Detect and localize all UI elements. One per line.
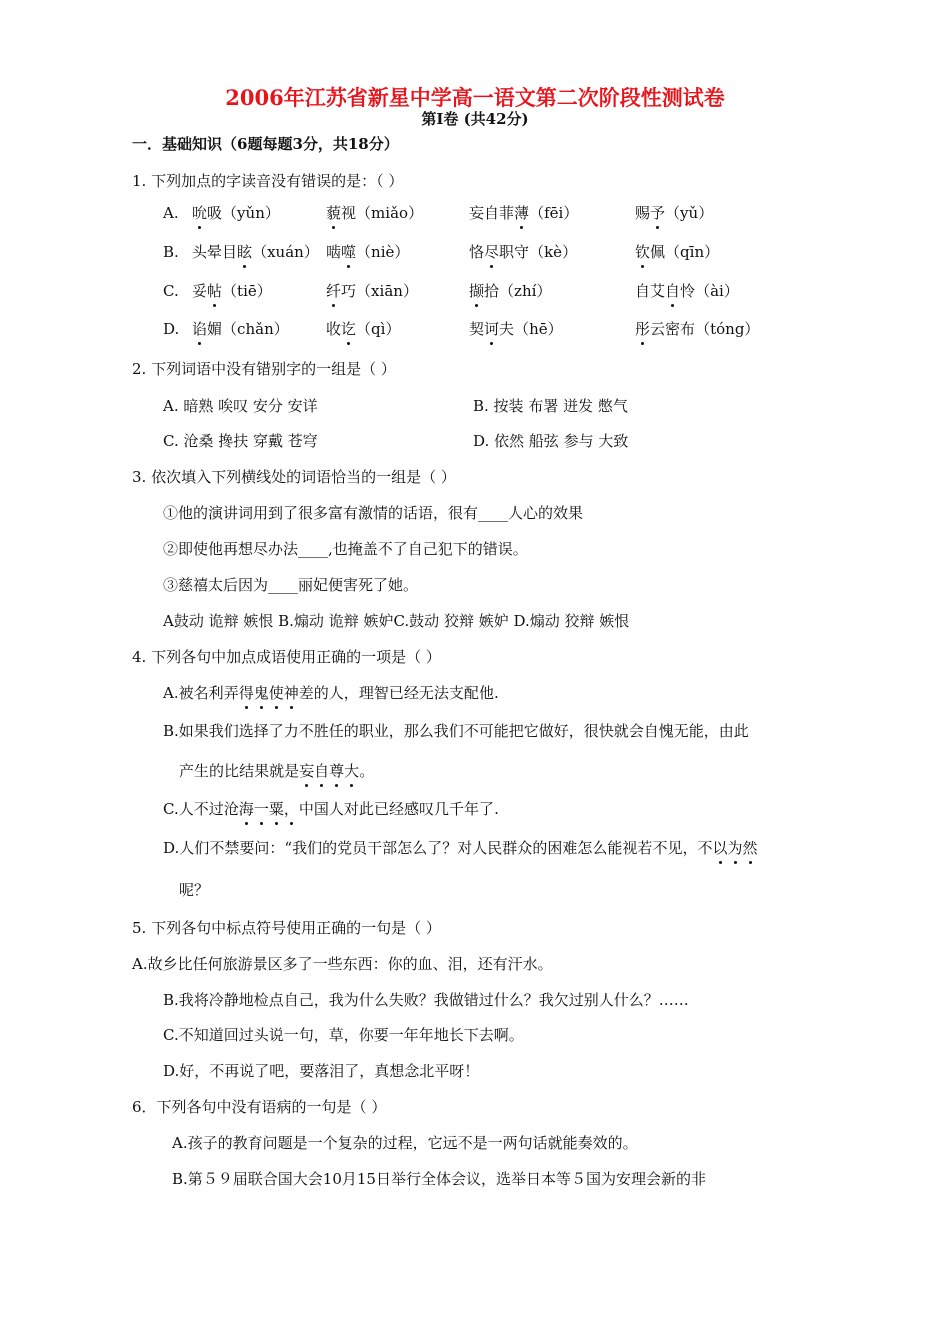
q1-option-item: 赐予（yǔ） (635, 204, 714, 222)
q6-stem: 6．下列各句中没有语病的一句是（ ） (132, 1098, 387, 1116)
q6-option-a: A.孩子的教育问题是一个复杂的过程，它远不是一两句话就能奏效的。 (172, 1134, 638, 1152)
q3-stem: 3. 依次填入下列横线处的词语恰当的一组是（ ） (132, 468, 456, 486)
q1-option-item: 纤巧（xiān） (326, 282, 418, 300)
q2-stem: 2. 下列词语中没有错别字的一组是（ ） (132, 360, 396, 378)
q1-option-item: 妄自菲薄（fēi） (469, 204, 579, 222)
q2-option-d: D. 依然 船弦 参与 大致 (473, 432, 629, 450)
section-heading: 一．基础知识（6题每题3分，共18分） (132, 135, 399, 153)
q1-option-item: 契诃夫（hē） (469, 320, 563, 338)
q3-sentence-3: ③慈禧太后因为____丽妃便害死了她。 (163, 576, 419, 594)
q5-option-c: C.不知道回过头说一句，草，你要一年年地长下去啊。 (163, 1026, 524, 1044)
q1-option-item: 恪尽职守（kè） (469, 243, 578, 261)
q4-option-b-line1: B.如果我们选择了力不胜任的职业，那么我们不可能把它做好，很快就会自愧无能，由此 (163, 722, 749, 740)
q1-option-label: B. (163, 243, 179, 261)
q1-option-item: 谄媚（chǎn） (192, 320, 289, 338)
q6-option-b: B.第５９届联合国大会10月15日举行全体会议，选举日本等５国为安理会新的非 (172, 1170, 706, 1188)
q3-sentence-1: ①他的演讲词用到了很多富有激情的话语，很有____人心的效果 (163, 504, 584, 522)
q1-option-item: 撷拾（zhí） (469, 282, 552, 300)
q1-option-label: D. (163, 320, 180, 338)
q3-sentence-2: ②即使他再想尽办法____,也掩盖不了自己犯下的错误。 (163, 540, 528, 558)
q1-option-item: 藐视（miǎo） (326, 204, 424, 222)
q1-option-item: 自艾自怜（ài） (635, 282, 739, 300)
q5-option-d: D.好，不再说了吧，要落泪了，真想念北平呀！ (163, 1062, 480, 1080)
q1-stem: 1. 下列加点的字读音没有错误的是：（ ） (132, 172, 404, 190)
exam-subtitle: 第Ⅰ卷 (共42分) (421, 110, 529, 128)
q3-options: A鼓动 诡辩 嫉恨 B.煽动 诡辩 嫉妒C.鼓动 狡辩 嫉妒 D.煽动 狡辩 嫉恨 (163, 612, 630, 630)
q1-option-item: 头晕目眩（xuán） (192, 243, 319, 261)
q4-option-c: C.人不过沧海一粟，中国人对此已经感叹几千年了. (163, 800, 499, 818)
q1-option-item: 吮吸（yǔn） (192, 204, 280, 222)
q1-option-item: 钦佩（qīn） (635, 243, 720, 261)
q2-option-a: A. 暗熟 唉叹 安分 安详 (163, 397, 318, 415)
q2-option-c: C. 沧桑 搀扶 穿戴 苍穹 (163, 432, 318, 450)
q1-option-item: 收讫（qì） (326, 320, 401, 338)
q5-stem: 5. 下列各句中标点符号使用正确的一句是（ ） (132, 919, 441, 937)
q4-option-d-line1: D.人们不禁要问：“我们的党员干部怎么了？对人民群众的困难怎么能视若不见，不以为然 (163, 839, 758, 857)
q4-option-b-line2: 产生的比结果就是妄自尊大。 (179, 762, 375, 780)
q5-option-b: B.我将冷静地检点自己，我为什么失败？我做错过什么？我欠过别人什么？…… (163, 991, 689, 1009)
q4-stem: 4. 下列各句中加点成语使用正确的一项是（ ） (132, 648, 441, 666)
q1-option-item: 彤云密布（tóng） (635, 320, 760, 338)
q2-option-b: B. 按装 布署 迸发 憋气 (473, 397, 628, 415)
q4-option-d-line2: 呢？ (179, 881, 210, 899)
q5-option-a: A.故乡比任何旅游景区多了一些东西：你的血、泪，还有汗水。 (132, 955, 553, 973)
q1-option-label: C. (163, 282, 179, 300)
q4-option-a: A.被名利弄得鬼使神差的人，理智已经无法支配他. (163, 684, 499, 702)
q1-option-label: A. (163, 204, 179, 222)
q1-option-item: 啮噬（niè） (326, 243, 410, 261)
q1-option-item: 妥帖（tiē） (192, 282, 272, 300)
exam-title: 2006年江苏省新星中学高一语文第二次阶段性测试卷 (225, 85, 725, 110)
